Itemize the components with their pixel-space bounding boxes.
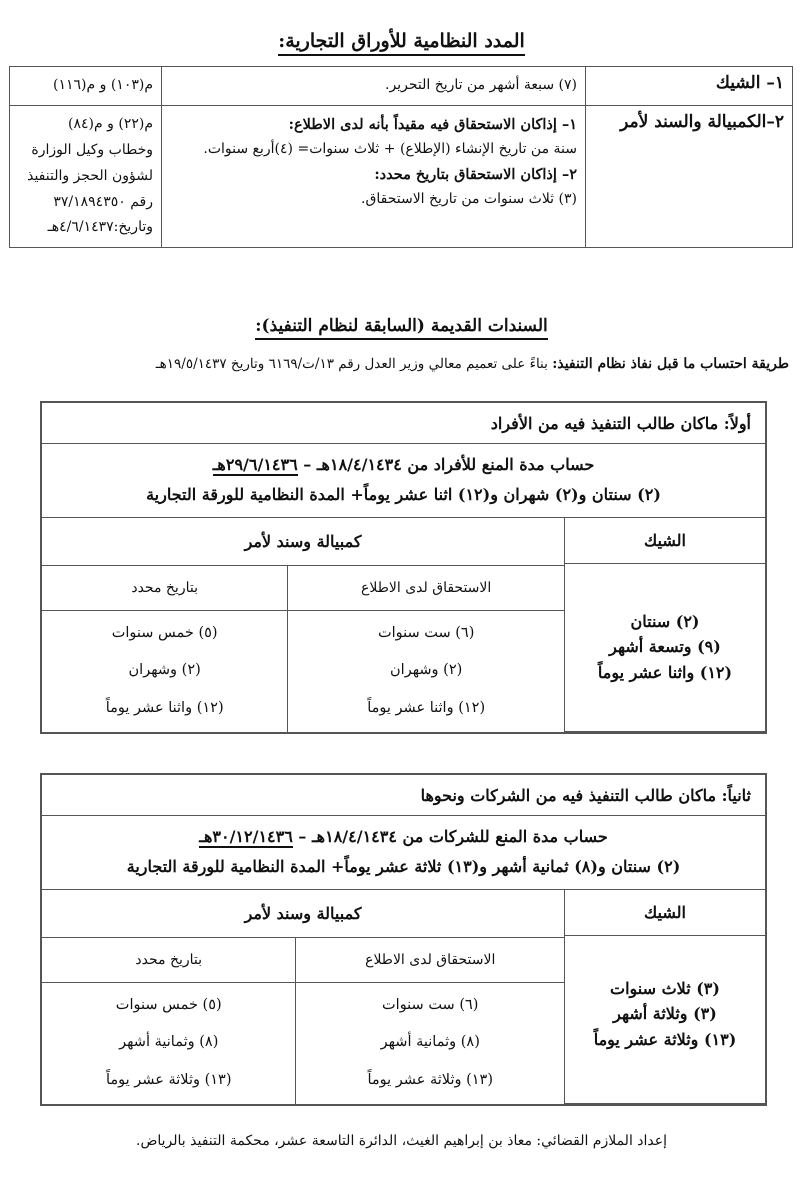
calc-line-2: (٢) سنتان و(٢) شهران و(١٢) اثنا عشر يوماً+ المدة النظامية للورقة التجارية	[146, 485, 661, 505]
duration-line: (١٢) واثنا عشر يوماً	[597, 662, 733, 682]
bill-date-text: (٣) ثلاث سنوات من تاريخ الاستحقاق.	[361, 191, 577, 208]
date-durations	[42, 982, 296, 1104]
calc-line-2: (٢) سنتان و(٨) ثمانية أشهر و(١٣) ثلاثة عشر يوماً+ المدة النظامية للورقة التجارية	[126, 857, 681, 877]
bill-ref-line: وتاريخ:٤/٦/١٤٣٧هـ	[47, 219, 153, 236]
bill-sight-text: سنة من تاريخ الإنشاء (الإطلاع) + ثلاث سنوات= (٤)أربع سنوات.	[203, 141, 577, 158]
duration-line: (٦) ست سنوات	[377, 624, 475, 641]
sight-header: الاستحقاق لدى الاطلاع	[296, 937, 565, 982]
duration-line: (٢) وشهران	[128, 662, 201, 679]
table-row-cheque	[10, 67, 793, 106]
cheque-column	[565, 517, 766, 732]
duration-line: (٥) خمس سنوات	[115, 996, 222, 1013]
duration-line: (١٢) واثنا عشر يوماً	[105, 700, 224, 717]
end-date: ٣٠/١٢/١٤٣٦هـ	[199, 827, 293, 846]
date-durations	[42, 610, 288, 732]
bill-ref-line: م(٢٢) و م(٨٤)	[68, 115, 153, 132]
duration-line: (١٢) واثنا عشر يوماً	[367, 700, 486, 717]
method-label: طريقة احتساب ما قبل نفاذ نظام التنفيذ:	[552, 356, 789, 372]
duration-line: (٩) وتسعة أشهر	[609, 637, 721, 657]
cheque-durations	[565, 564, 765, 686]
duration-line: (١٣) وثلاثة عشر يوماً	[367, 1072, 494, 1089]
cheque-column	[565, 889, 766, 1104]
bill-type-cell: ٢–الكمبيالة والسند لأمر	[586, 105, 793, 247]
calc-cell	[42, 816, 765, 890]
duration-line: (١٣) وثلاثة عشر يوماً	[593, 1029, 737, 1049]
bill-sight-heading: ١– إذاكان الاستحقاق فيه مقيداً بأنه لدى الاطلاع:	[288, 115, 577, 133]
periods-table	[9, 66, 793, 248]
cheque-header: الشيك	[565, 890, 765, 936]
bill-desc-cell	[162, 105, 586, 247]
page-title: المدد النظامية للأوراق التجارية:	[0, 30, 803, 52]
calc-cell	[42, 444, 765, 518]
duration-line: (٢) وشهران	[390, 662, 463, 679]
sight-durations	[288, 610, 565, 732]
individuals-box	[40, 401, 767, 734]
duration-line: (٥) خمس سنوات	[111, 624, 218, 641]
footer-credit: إعداد الملازم القضائي: معاذ بن إبراهيم الغيث، الدائرة التاسعة عشر، محكمة التنفيذ بالرياض.	[136, 1133, 667, 1149]
date-header: بتاريخ محدد	[42, 937, 296, 982]
calculation-method	[14, 356, 789, 372]
duration-line: (٨) وثمانية أشهر	[119, 1034, 219, 1051]
duration-line: (٣) ثلاث سنوات	[610, 978, 720, 998]
cheque-desc-cell: (٧) سبعة أشهر من تاريخ التحرير.	[162, 67, 586, 106]
duration-line: (٨) وثمانية أشهر	[380, 1034, 480, 1051]
cheque-type-cell: ١– الشيك	[586, 67, 793, 106]
bill-ref-line: لشؤون الحجز والتنفيذ	[27, 167, 153, 184]
bill-ref-line: وخطاب وكيل الوزارة	[31, 141, 153, 158]
duration-line: (٢) سنتان	[630, 611, 700, 631]
date-header: بتاريخ محدد	[42, 565, 288, 610]
duration-line: (٣) وثلاثة أشهر	[613, 1004, 717, 1024]
section-heading: أولاً: ماكان طالب التنفيذ فيه من الأفراد	[42, 403, 765, 444]
bill-date-heading: ٢– إذاكان الاستحقاق بتاريخ محدد:	[374, 165, 577, 183]
bill-ref-cell	[10, 105, 162, 247]
duration-line: (٦) ست سنوات	[382, 996, 479, 1013]
cheque-durations	[565, 936, 765, 1053]
table-row-bill	[10, 105, 793, 247]
calc-line-1: حساب مدة المنع للشركات من ١٨/٤/١٤٣٤هـ – ٣٠/١٢/١٤٣٦هـ	[199, 827, 608, 846]
sight-durations	[296, 982, 565, 1104]
cheque-header: الشيك	[565, 518, 765, 564]
bill-header: كمبيالة وسند لأمر	[42, 517, 565, 565]
calc-line-1: حساب مدة المنع للأفراد من ١٨/٤/١٤٣٤هـ – ٢٩/٦/١٤٣٦هـ	[212, 455, 595, 474]
cheque-ref-cell: م(١٠٣) و م(١١٦)	[10, 67, 162, 106]
method-text: بناءً على تعميم معالي وزير العدل رقم ١٣/ت/٦١٦٩ وتاريخ ١٩/٥/١٤٣٧هـ	[155, 356, 548, 372]
duration-line: (١٣) وثلاثة عشر يوماً	[105, 1072, 232, 1089]
bill-header: كمبيالة وسند لأمر	[42, 889, 565, 937]
end-date: ٢٩/٦/١٤٣٦هـ	[212, 455, 298, 474]
section-heading: ثانياً: ماكان طالب التنفيذ فيه من الشركات ونحوها	[42, 775, 765, 816]
old-bonds-title: السندات القديمة (السابقة لنظام التنفيذ):	[0, 316, 803, 336]
bill-ref-line: رقم ٣٧/١٨٩٤٣٥٠	[53, 193, 153, 210]
sight-header: الاستحقاق لدى الاطلاع	[288, 565, 565, 610]
companies-box	[40, 773, 767, 1106]
